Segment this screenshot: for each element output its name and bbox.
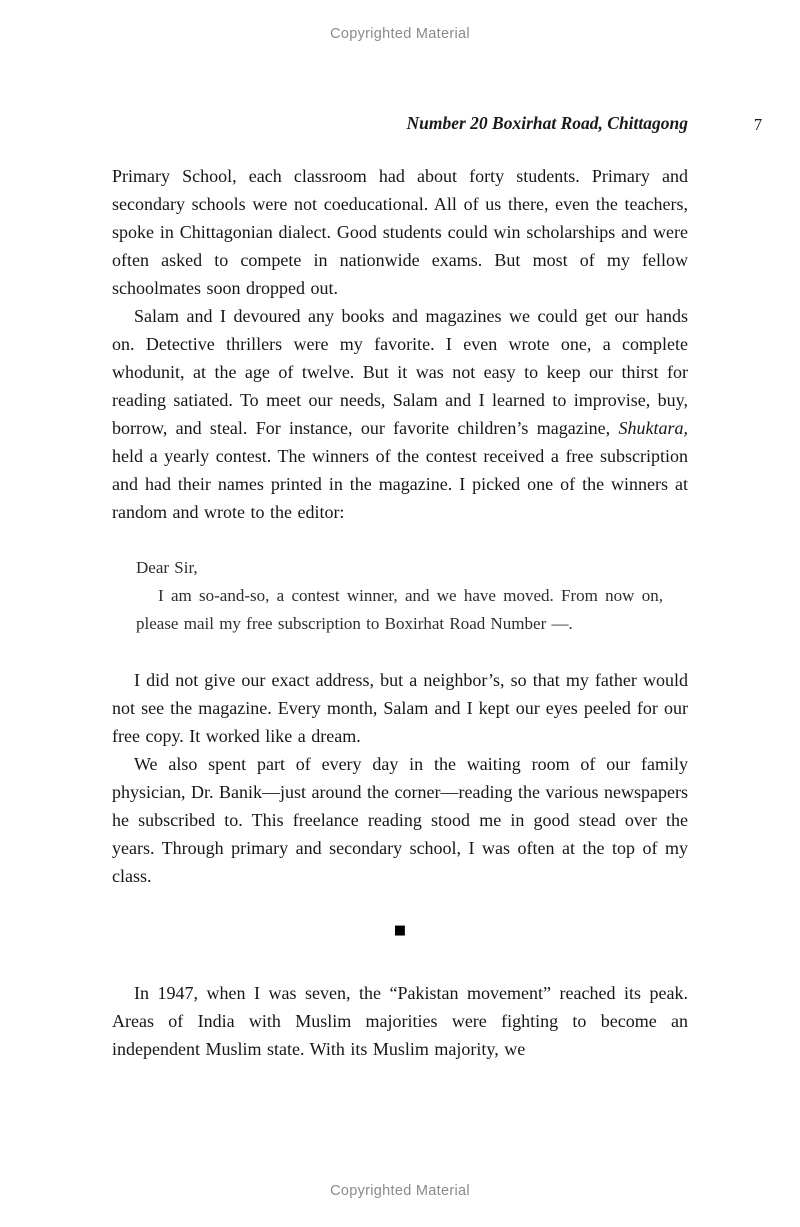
page-body (112, 162, 688, 1063)
letter-body: I am so-and-so, a contest winner, and we have moved. From now on, please mail my free subscription to Boxirhat Road Number —. (136, 586, 663, 633)
running-header-title: Number 20 Boxirhat Road, Chittagong (406, 113, 688, 133)
page-number: 7 (753, 115, 763, 134)
paragraph-reading-text-end: held a yearly contest. The winners of the contest received a free subscription and had their names printed in the magazine. I picked one of the winners at random and wrote to the editor: (112, 446, 688, 522)
paragraph-physician: We also spent part of every day in the waiting room of our family physician, Dr. Banik—just around the corner—reading the various newspapers he subscribed to. This freelance reading stood me in good stead over the years. Through primary and secondary school, I was often at the top of my class. (112, 754, 688, 886)
letter-excerpt (112, 554, 688, 638)
copyright-notice-top: Copyrighted Material (330, 26, 470, 42)
copyright-notice-bottom: Copyrighted Material (330, 1183, 470, 1199)
letter-salutation: Dear Sir, (136, 558, 198, 577)
paragraph-address: I did not give our exact address, but a neighbor’s, so that my father would not see the magazine. Every month, Salam and I kept our eyes peeled for our free copy. It worked like a dream. (112, 670, 688, 746)
section-break-marker: ■ (393, 923, 407, 938)
paragraph-continuation: Primary School, each classroom had about forty students. Primary and secondary schools were not coeducational. All of us there, even the teachers, spoke in Chittagonian dialect. Good students could win scholarships and were often asked to compete in nationwide exams. But most of my fellow schoolmates soon dropped out. (112, 166, 688, 298)
paragraph-pakistan-movement: In 1947, when I was seven, the “Pakistan movement” reached its peak. Areas of India with Muslim majorities were fighting to become an independent Muslim state. With its Muslim majority, we (112, 983, 688, 1059)
page-header (112, 113, 688, 134)
magazine-title: Shuktara, (618, 418, 688, 438)
paragraph-reading (112, 302, 688, 526)
paragraph-reading-text-start: Salam and I devoured any books and magazines we could get our hands on. Detective thrillers were my favorite. I even wrote one, a complete whodunit, at the age of twelve. But it was not easy to keep our thirst for reading satiated. To meet our needs, Salam and I learned to improvise, buy, borrow, and steal. For instance, our favorite children’s magazine, (112, 306, 688, 438)
